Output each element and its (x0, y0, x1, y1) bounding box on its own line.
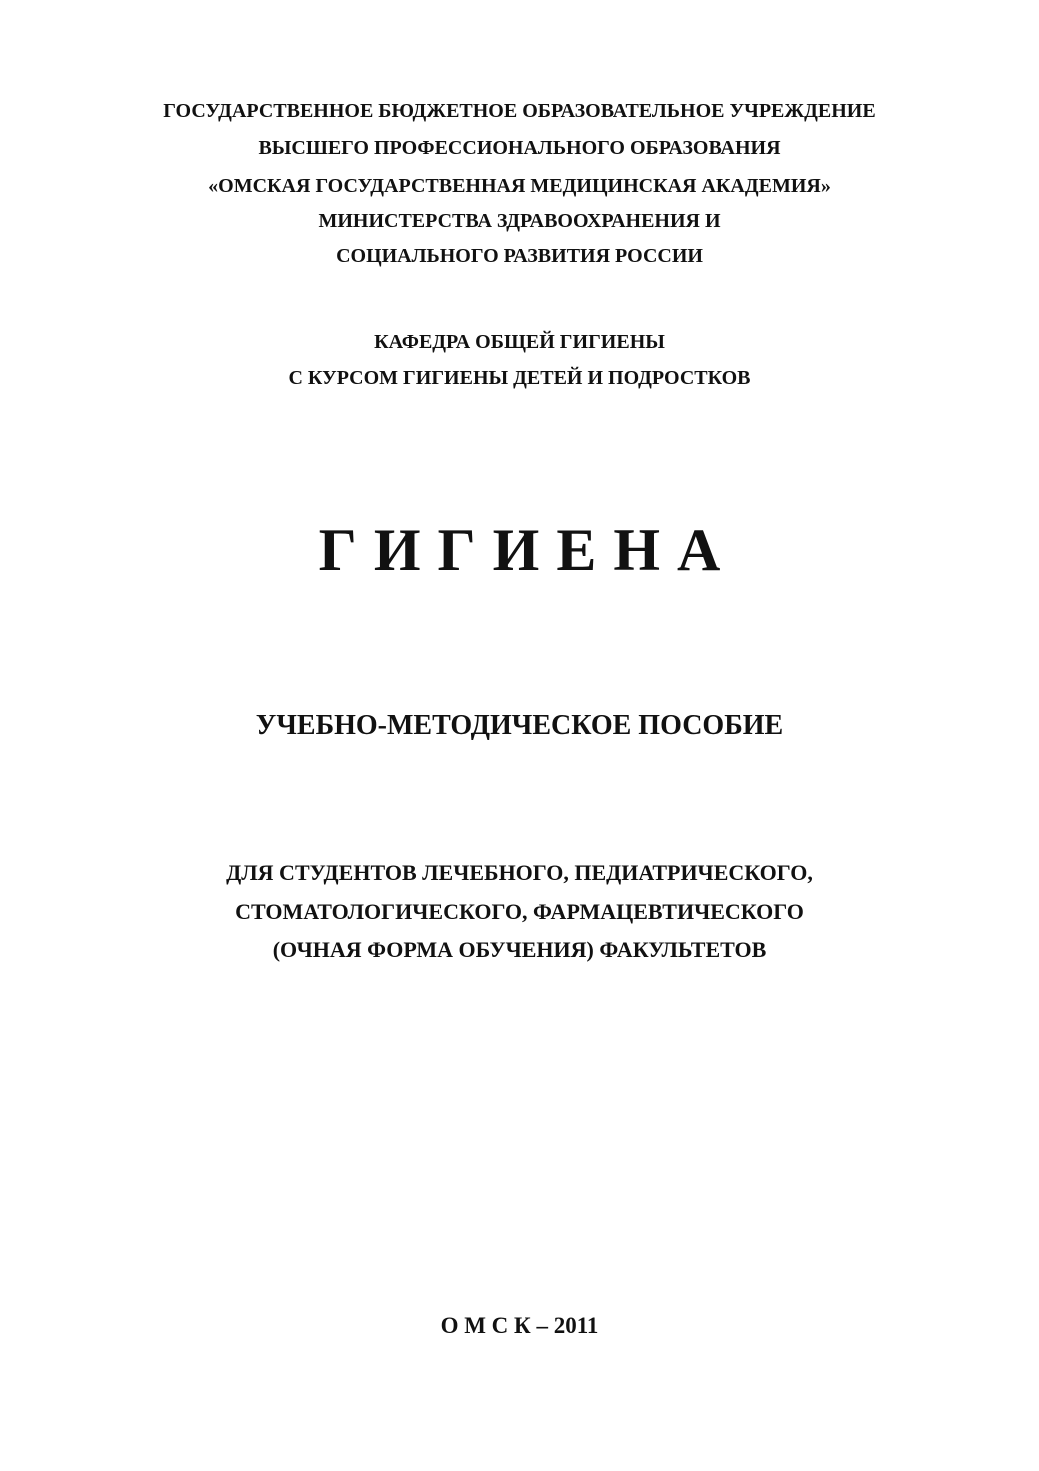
audience-line: ДЛЯ СТУДЕНТОВ ЛЕЧЕБНОГО, ПЕДИАТРИЧЕСКОГО, (226, 860, 813, 885)
city-year-imprint: О М С К – 2011 (440, 1313, 599, 1338)
institution-line: «ОМСКАЯ ГОСУДАРСТВЕННАЯ МЕДИЦИНСКАЯ АКАДЕМИЯ» (208, 175, 831, 197)
institution-line: ГОСУДАРСТВЕННОЕ БЮДЖЕТНОЕ ОБРАЗОВАТЕЛЬНОЕ УЧРЕЖДЕНИЕ (163, 100, 876, 122)
document-subtitle: УЧЕБНО-МЕТОДИЧЕСКОЕ ПОСОБИЕ (255, 710, 784, 741)
audience-line: (ОЧНАЯ ФОРМА ОБУЧЕНИЯ) ФАКУЛЬТЕТОВ (272, 937, 767, 962)
department-line: С КУРСОМ ГИГИЕНЫ ДЕТЕЙ И ПОДРОСТКОВ (288, 367, 751, 389)
department-line: КАФЕДРА ОБЩЕЙ ГИГИЕНЫ (374, 331, 665, 353)
institution-line: СОЦИАЛЬНОГО РАЗВИТИЯ РОССИИ (336, 245, 703, 267)
institution-line: МИНИСТЕРСТВА ЗДРАВООХРАНЕНИЯ И (318, 210, 721, 232)
institution-line: ВЫСШЕГО ПРОФЕССИОНАЛЬНОГО ОБРАЗОВАНИЯ (258, 137, 781, 159)
document-title: ГИГИЕНА (318, 517, 738, 583)
audience-line: СТОМАТОЛОГИЧЕСКОГО, ФАРМАЦЕВТИЧЕСКОГО (235, 899, 804, 924)
